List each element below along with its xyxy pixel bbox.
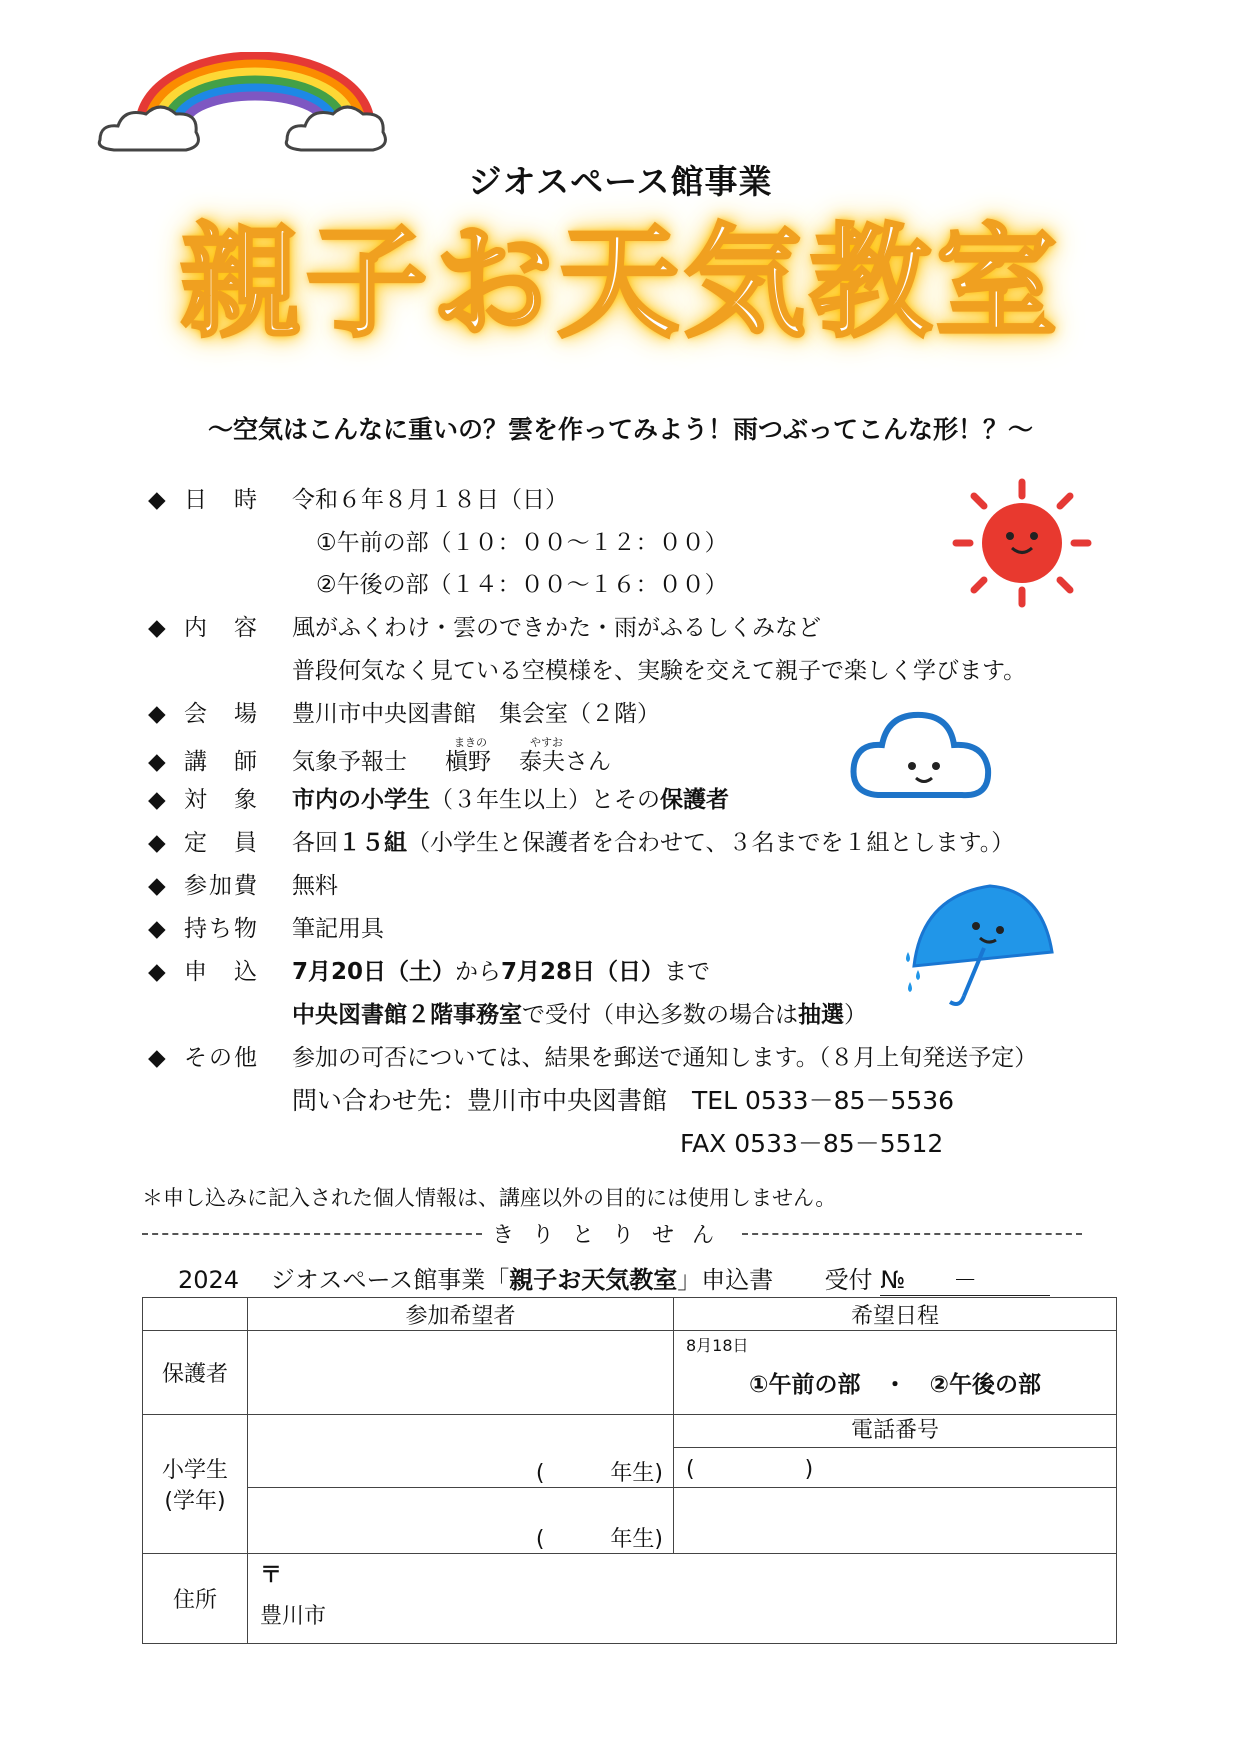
diamond-icon: ◆ — [148, 873, 166, 899]
other-line1: 参加の可否については、結果を郵送で通知します。（８月上旬発送予定） — [292, 1045, 1038, 1071]
schedule-date: 8月18日 — [686, 1336, 749, 1355]
content-line1: 風がふくわけ・雲のできかた・雨がふるしくみなど — [292, 615, 821, 641]
umbrella-icon — [902, 878, 1062, 1018]
capacity-row — [148, 828, 312, 858]
student-label — [143, 1415, 248, 1554]
target-value — [292, 785, 729, 815]
lecturer-given: 泰夫 — [519, 749, 565, 775]
target-guardian: 保護者 — [660, 787, 729, 813]
fee-label: 参加費 — [184, 873, 259, 899]
subtitle: ～空気はこんなに重いの？雲を作ってみよう！雨つぶってこんな形！？～ — [207, 415, 1033, 444]
capacity-each: 各回 — [292, 830, 338, 856]
content-line2: 普段何気なく見ている空模様を、実験を交えて親子で楽しく学びます。 — [292, 658, 1027, 684]
venue-row — [148, 699, 312, 729]
student1-field[interactable]: ( 年生) — [248, 1415, 674, 1488]
target-row — [148, 785, 312, 815]
diamond-icon: ◆ — [148, 487, 166, 513]
dashed-divider — [742, 1233, 1082, 1235]
application-form — [142, 1297, 1117, 1644]
apply-place — [292, 1000, 867, 1030]
lecturer-row — [148, 747, 312, 777]
ruby-surname: まきの — [454, 736, 487, 749]
ruby-given: やすお — [530, 736, 563, 749]
contact-tel: 問い合わせ先：豊川市中央図書館 TEL 0533－85－5536 — [292, 1086, 955, 1115]
phone-cell — [674, 1415, 1117, 1488]
capacity-label: 定 員 — [184, 830, 259, 856]
address-city: 豊川市 — [260, 1604, 327, 1629]
form-title-bold: 親子お天気教室 — [509, 1266, 678, 1294]
datetime-row — [148, 485, 312, 515]
content-label: 内 容 — [184, 615, 259, 641]
guardian-name-field[interactable] — [248, 1331, 674, 1415]
cloud-icon — [848, 700, 998, 810]
apply-label: 申 込 — [184, 959, 259, 985]
apply-accept: で受付（申込多数の場合は — [522, 1002, 798, 1028]
organization: ジオスペース館事業 — [468, 162, 773, 201]
apply-from: から — [455, 959, 502, 985]
fee-value: 無料 — [292, 873, 338, 899]
diamond-icon: ◆ — [148, 787, 166, 813]
lecturer-surname: 槇野 — [445, 749, 491, 775]
target-label: 対 象 — [184, 787, 259, 813]
datetime-date: 令和６年８月１８日（日） — [292, 487, 568, 513]
phone-label: 電話番号 — [674, 1415, 1116, 1448]
lecturer-label: 講 師 — [184, 749, 259, 775]
apply-until: まで — [664, 959, 711, 985]
lecturer-suffix: さん — [565, 749, 611, 775]
apply-office: 中央図書館２階事務室 — [292, 1002, 522, 1028]
student-label-text: 小学生 — [161, 1458, 228, 1483]
schedule-options[interactable]: ①午前の部 ・ ②午後の部 — [749, 1372, 1041, 1398]
diamond-icon: ◆ — [148, 749, 166, 775]
diamond-icon: ◆ — [148, 916, 166, 942]
session-morning: ①午前の部（１０：００～１２：００） — [316, 530, 728, 556]
fee-row — [148, 871, 312, 901]
capacity-count: １５組 — [338, 830, 407, 856]
form-year: 2024 — [178, 1266, 240, 1294]
phone-field[interactable]: ( ) — [686, 1457, 814, 1482]
apply-period — [292, 957, 710, 987]
cut-line — [142, 1218, 1082, 1249]
target-grade: （３年生以上）とその — [430, 787, 660, 813]
cut-line-label: きりとりせん — [492, 1223, 733, 1248]
apply-start: 7月20日（土） — [292, 959, 456, 985]
lecturer-value — [292, 747, 611, 777]
session-afternoon: ②午後の部（１４：００～１６：００） — [316, 572, 728, 598]
receipt-number-field[interactable]: № － — [880, 1260, 1050, 1296]
items-row — [148, 914, 312, 944]
diamond-icon: ◆ — [148, 701, 166, 727]
form-title-post: 」申込書 — [677, 1266, 774, 1294]
rainbow-illustration — [92, 52, 422, 172]
diamond-icon: ◆ — [148, 959, 166, 985]
dashed-divider — [142, 1233, 482, 1235]
form-title — [178, 1260, 1050, 1296]
other-label: その他 — [184, 1045, 259, 1071]
address-label: 住所 — [143, 1554, 248, 1644]
diamond-icon: ◆ — [148, 615, 166, 641]
items-value: 筆記用具 — [292, 916, 384, 942]
privacy-note: ＊申し込みに記入された個人情報は、講座以外の目的には使用しません。 — [142, 1186, 837, 1210]
diamond-icon: ◆ — [148, 1045, 166, 1071]
content-row — [148, 613, 312, 643]
sun-icon — [952, 478, 1092, 608]
items-label: 持ち物 — [184, 916, 259, 942]
corner-cell — [143, 1298, 248, 1331]
lecturer-title: 気象予報士 — [292, 749, 407, 775]
apply-lottery: 抽選 — [798, 1002, 844, 1028]
venue-value: 豊川市中央図書館 集会室（２階） — [292, 701, 660, 727]
capacity-note: （小学生と保護者を合わせて、３名までを１組とします。） — [407, 830, 1015, 856]
schedule-cell[interactable] — [674, 1331, 1117, 1415]
contact-fax: FAX 0533－85－5512 — [680, 1129, 944, 1158]
postal-mark: 〒 — [260, 1563, 283, 1588]
capacity-value — [292, 828, 1014, 858]
address-field[interactable] — [248, 1554, 1117, 1644]
student2-field[interactable]: ( 年生) — [248, 1488, 674, 1554]
other-row — [148, 1043, 312, 1073]
form-title-pre: ジオスペース館事業「 — [270, 1266, 510, 1294]
phone-extra-field[interactable] — [674, 1488, 1117, 1554]
apply-row — [148, 957, 312, 987]
col-schedule: 希望日程 — [674, 1298, 1117, 1331]
cloud-icon — [99, 107, 385, 150]
col-participants: 参加希望者 — [248, 1298, 674, 1331]
apply-end: 7月28日（日） — [501, 959, 665, 985]
guardian-label: 保護者 — [143, 1331, 248, 1415]
datetime-label: 日 時 — [184, 487, 259, 513]
page-title: 親子お天気教室 — [179, 212, 1062, 354]
venue-label: 会 場 — [184, 701, 259, 727]
receipt-label: 受付 — [824, 1266, 873, 1294]
target-students: 市内の小学生 — [292, 787, 430, 813]
apply-close-paren: ） — [844, 1002, 867, 1028]
diamond-icon: ◆ — [148, 830, 166, 856]
student-grade-label: (学年) — [164, 1489, 226, 1514]
